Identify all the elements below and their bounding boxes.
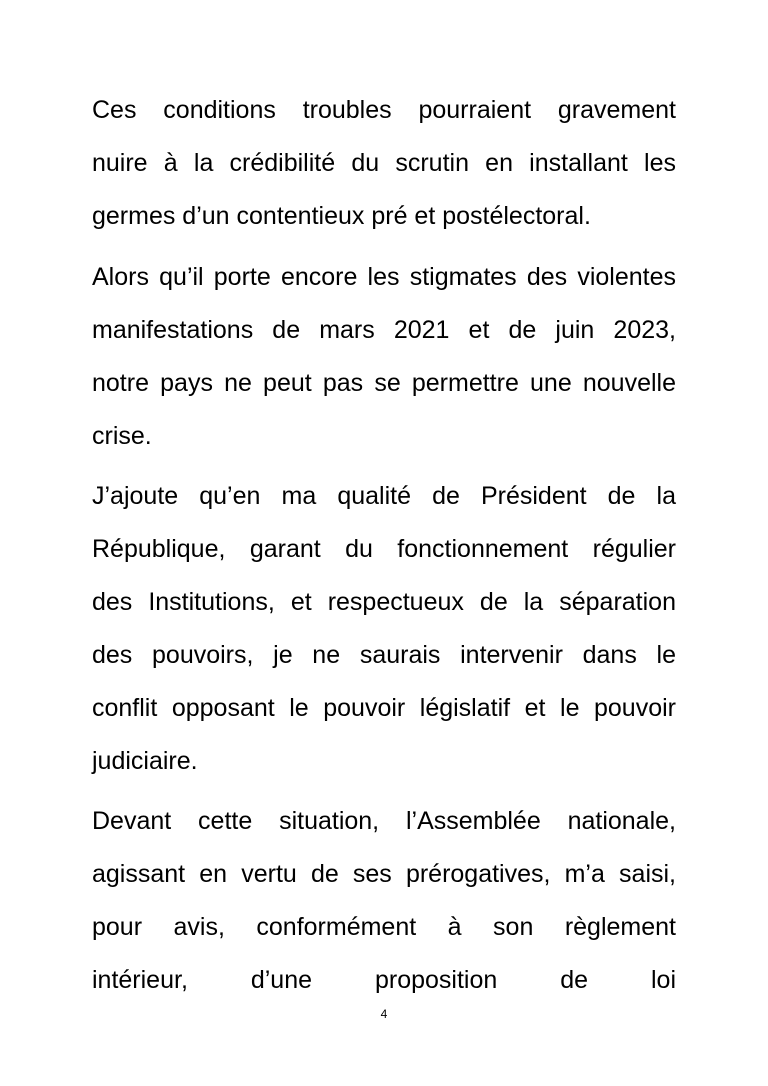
text-line: des pouvoirs, je ne saurais intervenir dans le: [92, 641, 676, 669]
text-line: intérieur, d’une proposition de loi: [92, 966, 676, 994]
text-line: pour avis, conformément à son règlement: [92, 913, 676, 941]
text-line: Devant cette situation, l’Assemblée nationale,: [92, 807, 676, 835]
text-line: agissant en vertu de ses prérogatives, m’a saisi,: [92, 860, 676, 888]
text-line: nuire à la crédibilité du scrutin en installant les: [92, 149, 676, 177]
text-line: notre pays ne peut pas se permettre une nouvelle: [92, 369, 676, 397]
text-line: germes d’un contentieux pré et postélectoral.: [92, 202, 591, 230]
text-line: Alors qu’il porte encore les stigmates des violentes: [92, 263, 676, 291]
page-number: 4: [380, 1007, 388, 1021]
text-line: République, garant du fonctionnement régulier: [92, 535, 676, 563]
text-line: manifestations de mars 2021 et de juin 2023,: [92, 316, 676, 344]
text-line: J’ajoute qu’en ma qualité de Président de la: [92, 482, 676, 510]
text-line: judiciaire.: [92, 747, 198, 775]
text-line: Ces conditions troubles pourraient gravement: [92, 96, 676, 124]
text-line: crise.: [92, 422, 152, 450]
text-line: des Institutions, et respectueux de la séparation: [92, 588, 676, 616]
text-line: conflit opposant le pouvoir législatif et le pouvoir: [92, 694, 676, 722]
